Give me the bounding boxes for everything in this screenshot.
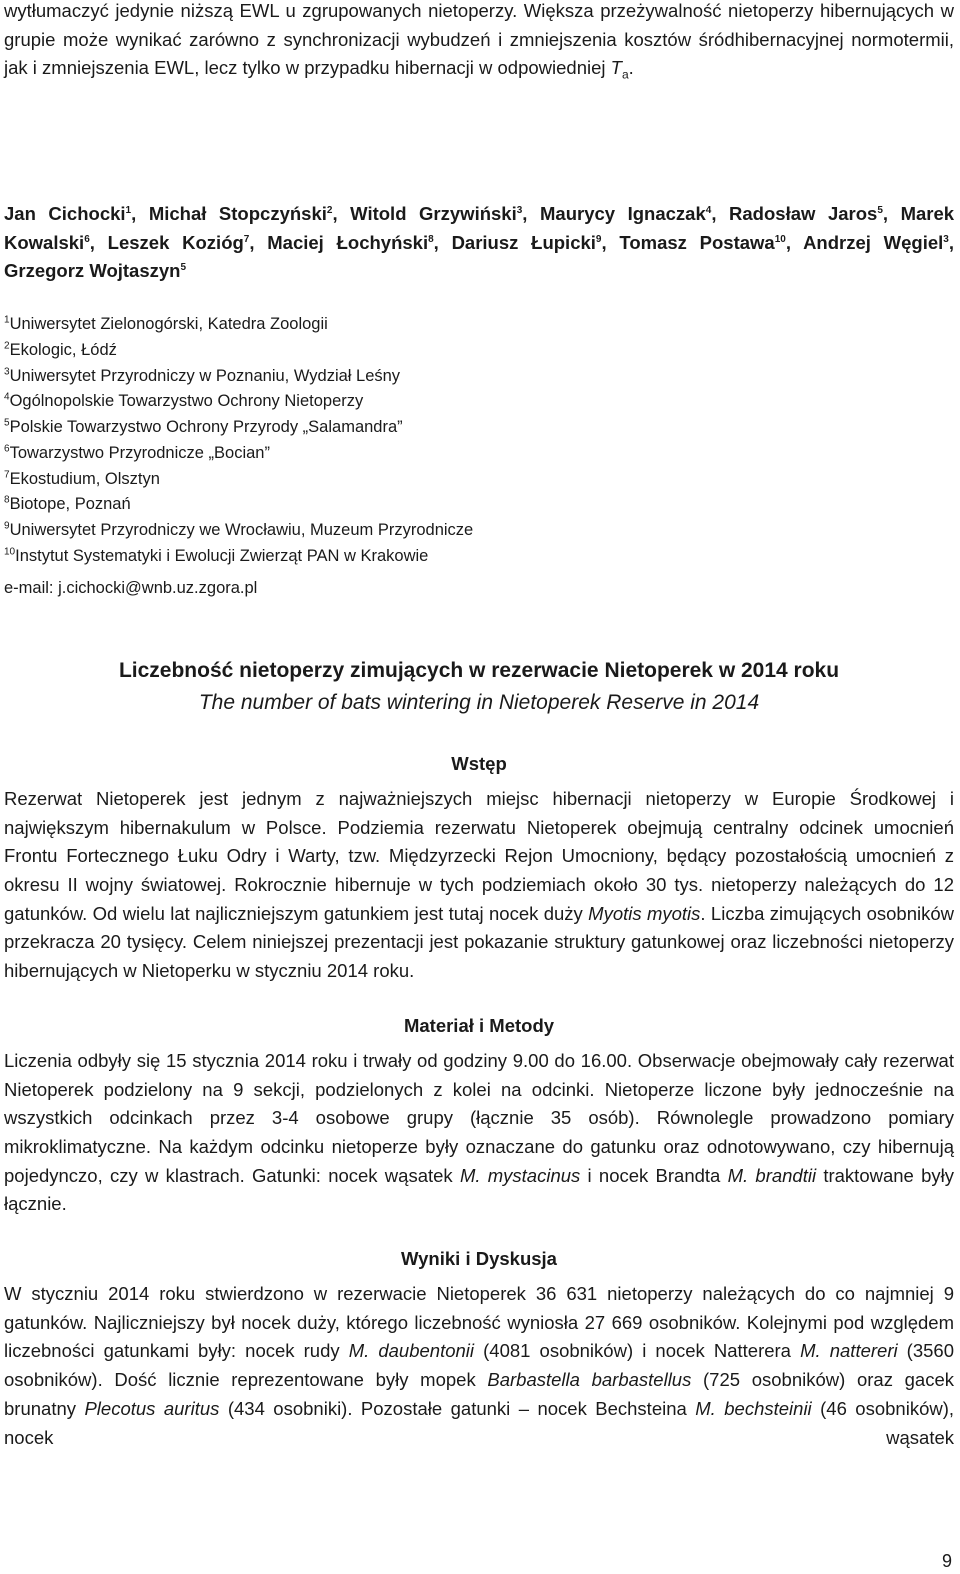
affiliation-number: 7 bbox=[4, 469, 10, 481]
affiliation-text: Uniwersytet Przyrodniczy w Poznaniu, Wydział Leśny bbox=[9, 366, 401, 385]
affiliation-text: Polskie Towarzystwo Ochrony Przyrody „Salamandra” bbox=[9, 418, 403, 437]
text-run: (3560 osobników). Dość licznie reprezentowane były mopek bbox=[4, 1340, 955, 1391]
author-name: Witold Grzywiński bbox=[350, 202, 517, 224]
author-name: Grzegorz Wojtaszyn bbox=[4, 260, 181, 282]
intro-end: . bbox=[628, 57, 634, 79]
affiliation-item bbox=[4, 415, 954, 441]
text-run: i nocek Brandta bbox=[580, 1164, 728, 1186]
affiliation-number: 8 bbox=[4, 494, 10, 506]
author-name: Marek Kowalski bbox=[4, 202, 955, 253]
author-affiliation-mark: 4 bbox=[705, 204, 712, 216]
author-affiliation-mark: 5 bbox=[180, 262, 187, 274]
affiliation-number: 10 bbox=[4, 546, 16, 558]
affiliation-text: Uniwersytet Przyrodniczy we Wrocławiu, Muzeum Przyrodnicze bbox=[9, 521, 474, 540]
methods-section-text bbox=[4, 1047, 954, 1219]
author-affiliation-mark: 5 bbox=[877, 204, 883, 216]
affiliation-list bbox=[4, 312, 954, 570]
author-affiliation-mark: 3 bbox=[516, 204, 523, 216]
paper-subtitle: The number of bats wintering in Nietoperek Reserve in 2014 bbox=[198, 690, 760, 714]
species-name: M. mystacinus bbox=[459, 1164, 581, 1186]
species-name: M. bechsteinii bbox=[695, 1397, 812, 1419]
affiliation-number: 5 bbox=[4, 417, 10, 429]
section-heading-methods: Materiał i Metody bbox=[403, 1014, 555, 1036]
author-affiliation-mark: 6 bbox=[84, 233, 90, 245]
author-affiliation-mark: 10 bbox=[774, 233, 786, 245]
affiliation-number: 2 bbox=[4, 340, 10, 352]
text-run: (434 osobniki). Pozostałe gatunki – nocek Bechsteina bbox=[219, 1397, 696, 1419]
results-section-text bbox=[4, 1280, 954, 1452]
author-name: Maurycy Ignaczak bbox=[540, 202, 706, 224]
affiliation-text: Uniwersytet Zielonogórski, Katedra Zoologii bbox=[9, 314, 328, 333]
affiliation-item bbox=[4, 518, 954, 544]
affiliation-text: Towarzystwo Przyrodnicze „Bocian” bbox=[9, 443, 270, 462]
intro-text: wytłumaczyć jedynie niższą EWL u zgrupowanych nietoperzy. Większa przeżywalność nietoperzy hibernujących w grupie może wynikać zarówno z synchronizacji wybudzeń i zmniejszenia kosztów śródhibernacyjnej normotermii, jak i zmniejszenia EWL, lecz tylko w przypadku hibernacji w odpowiedniej bbox=[4, 0, 954, 79]
affiliation-item bbox=[4, 364, 954, 390]
text-run: W styczniu 2014 roku stwierdzono w rezerwacie Nietoperek 36 631 nietoperzy należących do co najmniej 9 gatunków. Najliczniejszy był nocek duży, którego liczebność wyniosła 27 669 osobników. Kolejnymi pod względem liczebności gatunkami były: nocek rudy bbox=[4, 1283, 954, 1362]
affiliation-text: Ekologic, Łódź bbox=[9, 340, 117, 359]
affiliation-text: Biotope, Poznań bbox=[9, 495, 131, 514]
author-name: Tomasz Postawa bbox=[619, 231, 775, 253]
section-heading-intro: Wstęp bbox=[451, 752, 507, 774]
author-name: Andrzej Węgiel bbox=[803, 231, 944, 253]
affiliation-text: Ogólnopolskie Towarzystwo Ochrony Nietoperzy bbox=[9, 392, 364, 411]
page-number: 9 bbox=[941, 1551, 952, 1571]
text-run: traktowane były łącznie. bbox=[4, 1164, 954, 1215]
affiliation-number: 1 bbox=[4, 314, 10, 326]
affiliation-item bbox=[4, 441, 954, 467]
species-name: Myotis myotis bbox=[588, 902, 701, 924]
species-name: M. nattereri bbox=[800, 1340, 898, 1362]
author-list: Jan Cichocki$^1$, Michał Stopczyński$^2$, Witold Grzywiński$^3$, Maurycy Ignaczak$^4$, Radosław Jaros$^5$, Marek Kowalski$^6$, Leszek Kozióg$^7$, Maciej Łochyński$^8$, Dariusz Łupicki$^9$, Tomasz Postawa$^{10}$, Andrzej Węgiel$^3$, Grzegorz Wojtaszyn$^5$ bbox=[4, 202, 955, 282]
affiliation-item bbox=[4, 467, 954, 493]
text-run: Rezerwat Nietoperek jest jednym z najważniejszych miejsc hibernacji nietoperzy w Europie Środkowej i największym hibernakulum w Polsce. Podziemia rezerwatu Nietoperek obejmują centralny odcinek umocnień Frontu Fortecznego Łuku Odry i Warty, tzw. Międzyrzecki Rejon Umocniony, będący pozostałością umocnień z okresu II wojny światowej. Rokrocznie hibernuje w tych podziemiach około 30 tys. nietoperzy należących do 12 gatunków. Od wielu lat najliczniejszym gatunkiem jest tutaj nocek duży bbox=[4, 787, 954, 924]
intro-paragraph bbox=[4, 0, 954, 90]
contact-email: e-mail: j.cichocki@wnb.uz.zgora.pl bbox=[4, 578, 258, 597]
temperature-subscript: a bbox=[621, 68, 629, 83]
text-run: (725 osobników) oraz gacek brunatny bbox=[4, 1369, 954, 1419]
species-name: Plecotus auritus bbox=[84, 1397, 220, 1419]
affiliation-item bbox=[4, 312, 954, 338]
author-affiliation-mark: 7 bbox=[243, 233, 250, 245]
affiliation-number: 3 bbox=[4, 366, 10, 377]
paper-title: Liczebność nietoperzy zimujących w rezerwacie Nietoperek w 2014 roku bbox=[118, 658, 840, 682]
species-name: M. daubentonii bbox=[348, 1340, 475, 1362]
affiliation-item bbox=[4, 338, 954, 364]
author-affiliation-mark: 9 bbox=[595, 233, 602, 245]
affiliation-item bbox=[4, 492, 954, 518]
text-run: (46 osobników), nocek wąsatek bbox=[4, 1397, 955, 1448]
affiliation-number: 4 bbox=[4, 391, 10, 403]
affiliation-text: Instytut Systematyki i Ewolucji Zwierząt PAN w Krakowie bbox=[15, 547, 429, 566]
species-name: M. brandtii bbox=[727, 1164, 817, 1186]
document-page bbox=[4, 0, 954, 1452]
affiliation-text: Ekostudium, Olsztyn bbox=[9, 469, 160, 488]
author-name: Dariusz Łupicki bbox=[451, 231, 596, 253]
species-name: Barbastella barbastellus bbox=[487, 1369, 692, 1391]
author-name: Michał Stopczyński bbox=[148, 202, 327, 224]
author-affiliation-mark: 3 bbox=[943, 233, 949, 245]
affiliation-number: 6 bbox=[4, 443, 10, 455]
intro-section-text bbox=[4, 785, 954, 986]
author-affiliation-mark: 2 bbox=[326, 204, 333, 216]
author-affiliation-mark: 8 bbox=[428, 233, 434, 245]
section-heading-results: Wyniki i Dyskusja bbox=[401, 1248, 557, 1270]
author-affiliation-mark: 1 bbox=[125, 204, 132, 216]
author-name: Maciej Łochyński bbox=[267, 231, 429, 253]
affiliation-item bbox=[4, 544, 954, 570]
author-name: Radosław Jaros bbox=[729, 202, 878, 224]
text-run: Liczenia odbyły się 15 stycznia 2014 roku i trwały od godziny 9.00 do 16.00. Obserwacje obejmowały cały rezerwat Nietoperek podzielony na 9 sekcji, podzielonych z kolei na odcinki. Nietoperze liczone były jednocześnie na wszystkich odcinkach przez 3-4 osobowe grupy (łącznie 35 osób). Równolegle prowadzono pomiary mikroklimatyczne. Na każdym odcinku nietoperze były oznaczane do gatunku oraz odnotowywano, czy hibernują pojedynczo, czy w klastrach. Gatunki: nocek wąsatek bbox=[4, 1049, 954, 1186]
text-run: . Liczba zimujących osobników przekracza 20 tysięcy. Celem niniejszej prezentacji jest pokazanie struktury gatunkowej oraz liczebności nietoperzy hibernujących w Nietoperku w styczniu 2014 roku. bbox=[4, 902, 955, 982]
affiliation-item bbox=[4, 389, 954, 415]
affiliation-number: 9 bbox=[4, 520, 10, 532]
author-name: Leszek Kozióg bbox=[107, 231, 244, 253]
temperature-symbol: T bbox=[610, 57, 622, 79]
author-name: Jan Cichocki bbox=[4, 202, 126, 224]
text-run: (4081 osobników) i nocek Natterera bbox=[474, 1340, 801, 1362]
